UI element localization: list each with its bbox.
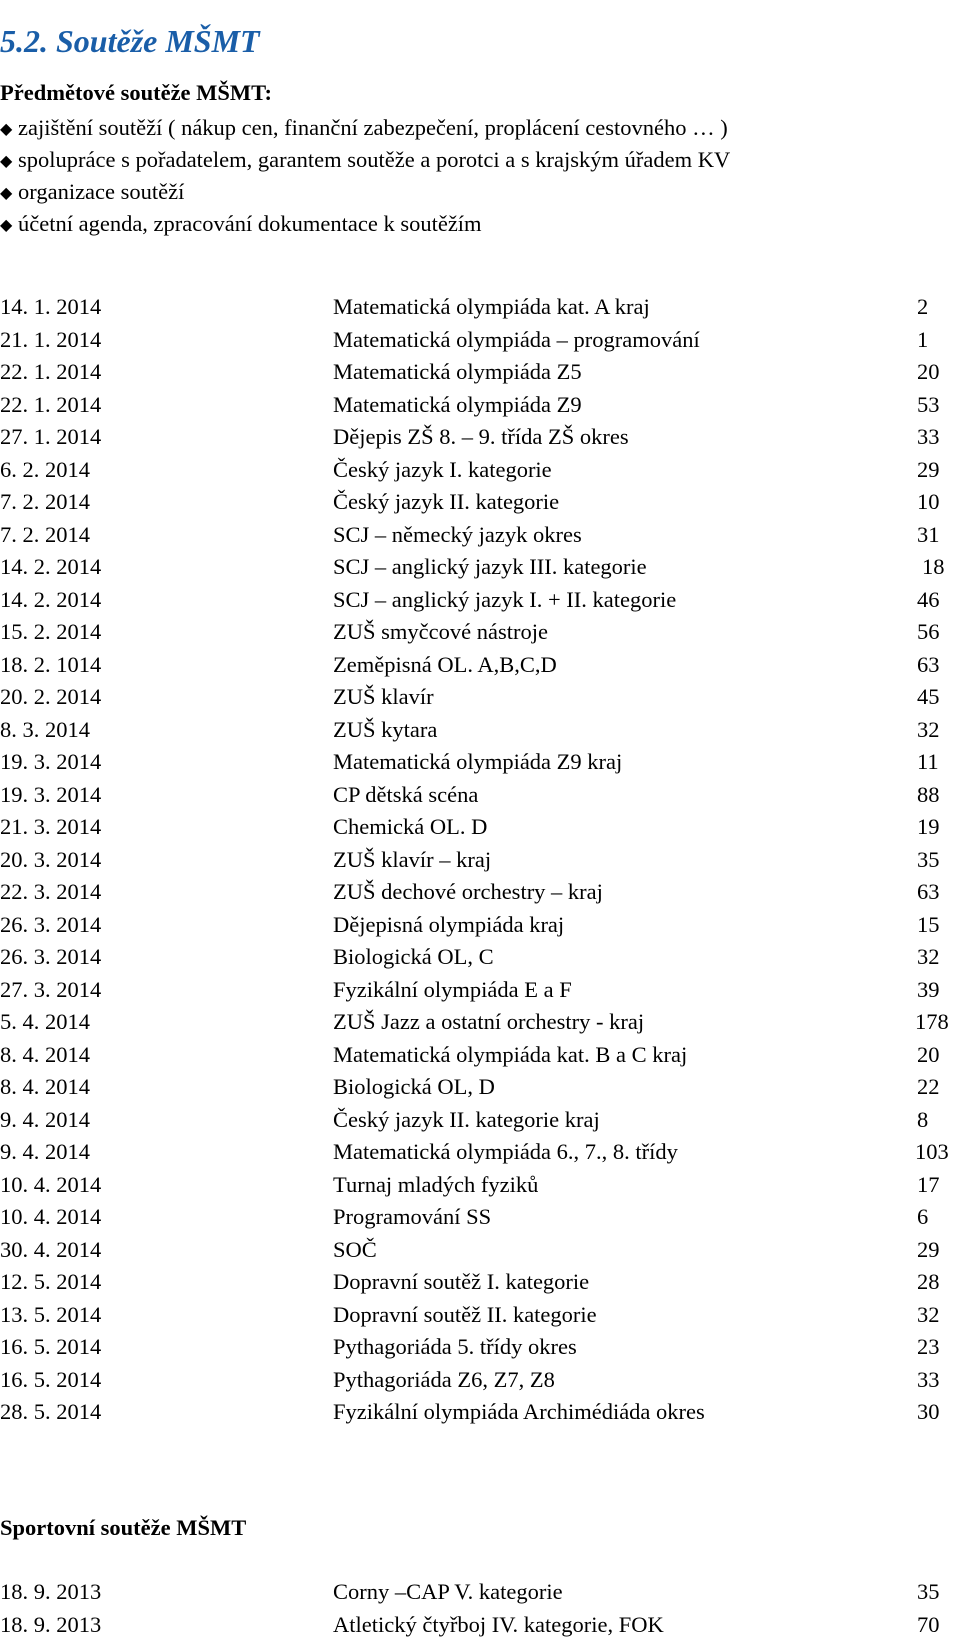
diamond-bullet-icon: ◆ xyxy=(0,185,13,202)
row-count: 88 xyxy=(917,781,940,807)
duty-item xyxy=(0,144,730,176)
row-count: 15 xyxy=(917,911,940,937)
table-row xyxy=(0,1169,960,1202)
page-title: 5.2. Soutěže MŠMT xyxy=(0,23,260,60)
row-count: 28 xyxy=(917,1269,940,1294)
row-competition: CP dětská scéna xyxy=(333,781,479,807)
row-count: 18 xyxy=(922,554,945,579)
row-date: 14. 2. 2014 xyxy=(0,554,102,579)
row-count: 20 xyxy=(917,1041,940,1067)
table-row xyxy=(0,454,960,487)
row-date: 16. 5. 2014 xyxy=(0,1334,102,1359)
row-competition: Programování SS xyxy=(333,1204,492,1229)
table-row xyxy=(0,1104,960,1137)
row-competition: Matematická olympiáda kat. B a C kraj xyxy=(333,1041,688,1067)
row-date: 26. 3. 2014 xyxy=(0,944,102,969)
table-row xyxy=(0,389,960,422)
table-row xyxy=(0,974,960,1007)
row-competition: Matematická olympiáda 6., 7., 8. třídy xyxy=(333,1139,678,1164)
row-date: 10. 4. 2014 xyxy=(0,1204,102,1229)
row-competition: Dopravní soutěž I. kategorie xyxy=(333,1269,590,1294)
row-competition: ZUŠ smyčcové nástroje xyxy=(333,619,548,644)
duty-text: účetní agenda, zpracování dokumentace k soutěžím xyxy=(18,211,482,236)
duties-list xyxy=(0,112,730,240)
table-row xyxy=(0,616,960,649)
row-date: 20. 3. 2014 xyxy=(0,846,102,872)
table-row xyxy=(0,746,960,779)
table-row xyxy=(0,844,960,877)
table-row xyxy=(0,941,960,974)
row-competition: Turnaj mladých fyziků xyxy=(333,1171,539,1197)
table-row xyxy=(0,291,960,324)
row-date: 13. 5. 2014 xyxy=(0,1301,102,1327)
row-count: 32 xyxy=(917,716,940,742)
row-date: 18. 2. 1014 xyxy=(0,651,102,677)
row-date: 12. 5. 2014 xyxy=(0,1269,102,1294)
row-competition: SCJ – anglický jazyk III. kategorie xyxy=(333,554,647,579)
table-row xyxy=(0,519,960,552)
row-competition: Pythagoriáda Z6, Z7, Z8 xyxy=(333,1366,555,1392)
row-date: 27. 1. 2014 xyxy=(0,424,102,449)
table-row xyxy=(0,1299,960,1332)
table-row xyxy=(0,1576,960,1609)
row-count: 1 xyxy=(917,326,929,352)
row-count: 63 xyxy=(917,879,940,904)
table-row xyxy=(0,649,960,682)
row-count: 63 xyxy=(917,651,940,677)
diamond-bullet-icon: ◆ xyxy=(0,121,13,138)
row-competition: ZUŠ Jazz a ostatní orchestry - kraj xyxy=(333,1009,645,1034)
table-row xyxy=(0,1609,960,1642)
row-date: 21. 1. 2014 xyxy=(0,326,102,352)
row-count: 23 xyxy=(917,1334,940,1359)
row-competition: Dopravní soutěž II. kategorie xyxy=(333,1301,597,1327)
row-count: 11 xyxy=(917,749,939,774)
row-date: 18. 9. 2013 xyxy=(0,1579,102,1604)
row-count: 32 xyxy=(917,1301,940,1327)
subject-competitions-title: Předmětové soutěže MŠMT: xyxy=(0,80,272,105)
row-date: 9. 4. 2014 xyxy=(0,1106,90,1132)
duty-item xyxy=(0,176,730,208)
row-competition: Matematická olympiáda – programování xyxy=(333,326,700,352)
row-count: 20 xyxy=(917,359,940,384)
row-date: 8. 3. 2014 xyxy=(0,716,90,742)
table-row xyxy=(0,1266,960,1299)
row-count: 103 xyxy=(915,1139,949,1164)
row-competition: ZUŠ klavír xyxy=(333,684,434,709)
subject-competitions-table xyxy=(0,291,960,1429)
duty-text: zajištění soutěží ( nákup cen, finanční zabezpečení, proplácení cestovného … ) xyxy=(18,115,728,140)
row-count: 53 xyxy=(917,391,940,417)
row-count: 56 xyxy=(917,619,940,644)
table-row xyxy=(0,876,960,909)
row-count: 17 xyxy=(917,1171,940,1197)
table-row xyxy=(0,1136,960,1169)
row-count: 10 xyxy=(917,489,940,514)
row-date: 28. 5. 2014 xyxy=(0,1399,102,1424)
table-row xyxy=(0,909,960,942)
row-date: 18. 9. 2013 xyxy=(0,1611,102,1637)
table-row xyxy=(0,681,960,714)
table-row xyxy=(0,584,960,617)
row-competition: SCJ – německý jazyk okres xyxy=(333,521,582,547)
row-date: 14. 2. 2014 xyxy=(0,586,102,612)
row-competition: Biologická OL, C xyxy=(333,944,494,969)
row-count: 35 xyxy=(917,1579,940,1604)
row-competition: Matematická olympiáda Z9 kraj xyxy=(333,749,623,774)
row-competition: Biologická OL, D xyxy=(333,1074,495,1099)
row-date: 30. 4. 2014 xyxy=(0,1236,102,1262)
row-count: 32 xyxy=(917,944,940,969)
row-competition: Pythagoriáda 5. třídy okres xyxy=(333,1334,577,1359)
row-competition: SOČ xyxy=(333,1236,377,1262)
row-count: 70 xyxy=(917,1611,940,1637)
row-competition: ZUŠ klavír – kraj xyxy=(333,846,492,872)
table-row xyxy=(0,1201,960,1234)
row-count: 39 xyxy=(917,976,940,1002)
row-date: 19. 3. 2014 xyxy=(0,749,102,774)
table-row xyxy=(0,1234,960,1267)
row-competition: Fyzikální olympiáda E a F xyxy=(333,976,572,1002)
row-count: 22 xyxy=(917,1074,940,1099)
row-count: 6 xyxy=(917,1204,929,1229)
table-row xyxy=(0,714,960,747)
table-row xyxy=(0,486,960,519)
row-date: 6. 2. 2014 xyxy=(0,456,90,482)
row-competition: ZUŠ dechové orchestry – kraj xyxy=(333,879,603,904)
row-competition: Fyzikální olympiáda Archimédiáda okres xyxy=(333,1399,705,1424)
table-row xyxy=(0,324,960,357)
row-competition: ZUŠ kytara xyxy=(333,716,438,742)
diamond-bullet-icon: ◆ xyxy=(0,153,13,170)
row-date: 8. 4. 2014 xyxy=(0,1074,90,1099)
row-competition: SCJ – anglický jazyk I. + II. kategorie xyxy=(333,586,677,612)
row-date: 10. 4. 2014 xyxy=(0,1171,102,1197)
row-date: 22. 1. 2014 xyxy=(0,391,102,417)
duty-item xyxy=(0,208,730,240)
table-row xyxy=(0,421,960,454)
row-competition: Český jazyk I. kategorie xyxy=(333,456,552,482)
row-competition: Český jazyk II. kategorie kraj xyxy=(333,1106,600,1132)
row-date: 15. 2. 2014 xyxy=(0,619,102,644)
row-count: 46 xyxy=(917,586,940,612)
row-competition: Matematická olympiáda Z5 xyxy=(333,359,582,384)
row-date: 7. 2. 2014 xyxy=(0,521,90,547)
table-row xyxy=(0,1039,960,1072)
row-date: 27. 3. 2014 xyxy=(0,976,102,1002)
row-date: 20. 2. 2014 xyxy=(0,684,102,709)
table-row xyxy=(0,811,960,844)
table-row xyxy=(0,1006,960,1039)
table-row xyxy=(0,356,960,389)
diamond-bullet-icon: ◆ xyxy=(0,217,13,234)
table-row xyxy=(0,779,960,812)
table-row xyxy=(0,1071,960,1104)
row-count: 35 xyxy=(917,846,940,872)
sport-competitions-title: Sportovní soutěže MŠMT xyxy=(0,1515,247,1540)
row-competition: Chemická OL. D xyxy=(333,814,488,839)
duty-item xyxy=(0,112,730,144)
row-competition: Matematická olympiáda kat. A kraj xyxy=(333,294,650,319)
sport-competitions-table xyxy=(0,1576,960,1641)
row-date: 26. 3. 2014 xyxy=(0,911,102,937)
row-count: 29 xyxy=(917,456,940,482)
row-count: 29 xyxy=(917,1236,940,1262)
row-competition: Dějepisná olympiáda kraj xyxy=(333,911,565,937)
duty-text: spolupráce s pořadatelem, garantem soutěže a porotci a s krajským úřadem KV xyxy=(18,147,731,172)
row-count: 2 xyxy=(917,294,929,319)
row-competition: Matematická olympiáda Z9 xyxy=(333,391,582,417)
row-date: 22. 1. 2014 xyxy=(0,359,102,384)
row-count: 33 xyxy=(917,1366,940,1392)
row-competition: Český jazyk II. kategorie xyxy=(333,489,560,514)
row-date: 22. 3. 2014 xyxy=(0,879,102,904)
row-count: 30 xyxy=(917,1399,940,1424)
row-competition: Atletický čtyřboj IV. kategorie, FOK xyxy=(333,1611,664,1637)
row-competition: Dějepis ZŠ 8. – 9. třída ZŠ okres xyxy=(333,424,629,449)
row-date: 19. 3. 2014 xyxy=(0,781,102,807)
row-date: 7. 2. 2014 xyxy=(0,489,90,514)
table-row xyxy=(0,1364,960,1397)
row-count: 45 xyxy=(917,684,940,709)
row-count: 19 xyxy=(917,814,940,839)
row-date: 16. 5. 2014 xyxy=(0,1366,102,1392)
row-date: 8. 4. 2014 xyxy=(0,1041,90,1067)
row-date: 9. 4. 2014 xyxy=(0,1139,90,1164)
row-count: 31 xyxy=(917,521,940,547)
row-date: 21. 3. 2014 xyxy=(0,814,102,839)
row-competition: Zeměpisná OL. A,B,C,D xyxy=(333,651,557,677)
duty-text: organizace soutěží xyxy=(18,179,185,204)
table-row xyxy=(0,1331,960,1364)
row-competition: Corny –CAP V. kategorie xyxy=(333,1579,563,1604)
table-row xyxy=(0,1396,960,1429)
row-count: 8 xyxy=(917,1106,929,1132)
table-row xyxy=(0,551,960,584)
row-count: 33 xyxy=(917,424,940,449)
row-date: 5. 4. 2014 xyxy=(0,1009,90,1034)
row-date: 14. 1. 2014 xyxy=(0,294,102,319)
row-count: 178 xyxy=(915,1009,949,1034)
